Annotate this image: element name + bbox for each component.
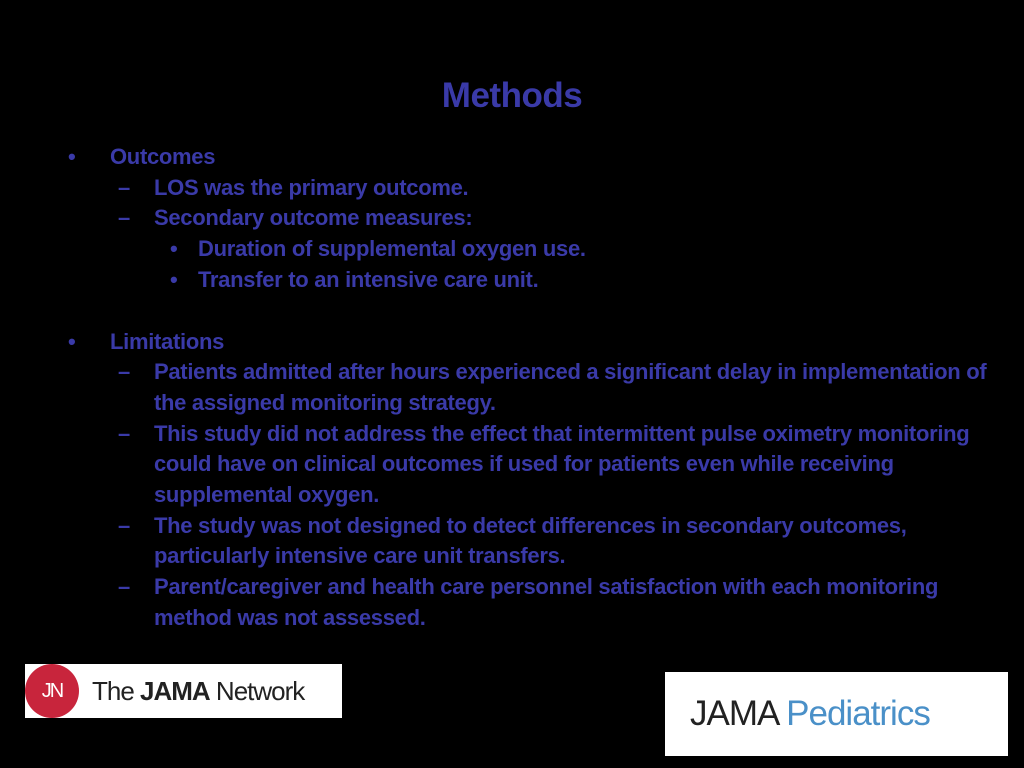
jn-mark-icon: JN — [25, 664, 79, 718]
sub-bullet: – This study did not address the effect that intermittent pulse oximetry monitoring could have on clinical outcomes if used for patients even while receiving supplemental oxygen. — [118, 420, 970, 508]
dash-icon: – — [118, 205, 130, 231]
sub-bullet: – Parent/caregiver and health care personnel satisfaction with each monitoring method was not assessed. — [118, 574, 939, 630]
bullet-icon: • — [170, 266, 178, 292]
bullet-outcomes: • Outcomes — [0, 142, 1024, 173]
sub-bullet: – Secondary outcome measures: — [0, 203, 994, 234]
jama-network-logo: JN The JAMA Network — [25, 664, 342, 718]
bullet-limitations: • Limitations — [0, 327, 1024, 358]
dash-icon: – — [118, 574, 130, 600]
bullet-icon: • — [170, 236, 178, 262]
slide-title: Methods — [441, 76, 583, 115]
sub-bullet: – LOS was the primary outcome. — [0, 173, 994, 204]
dash-icon: – — [118, 174, 130, 200]
bullet-icon: • — [68, 328, 76, 354]
dash-icon: – — [118, 359, 130, 385]
dash-icon: – — [118, 420, 130, 446]
sub-bullet: – Patients admitted after hours experienced a significant delay in implementation of the assigned monitoring strategy. — [118, 359, 987, 415]
sub-sub-bullet: • Duration of supplemental oxygen use. — [0, 234, 1024, 265]
slide-content — [0, 142, 1024, 634]
dash-icon: – — [118, 512, 130, 538]
sub-bullet: – The study was not designed to detect differences in secondary outcomes, particularly intensive care unit transfers. — [118, 512, 907, 569]
sub-sub-bullet: • Transfer to an intensive care unit. — [0, 265, 1024, 296]
jama-pediatrics-logo: JAMA Pediatrics — [665, 672, 1008, 756]
bullet-icon: • — [68, 144, 76, 169]
